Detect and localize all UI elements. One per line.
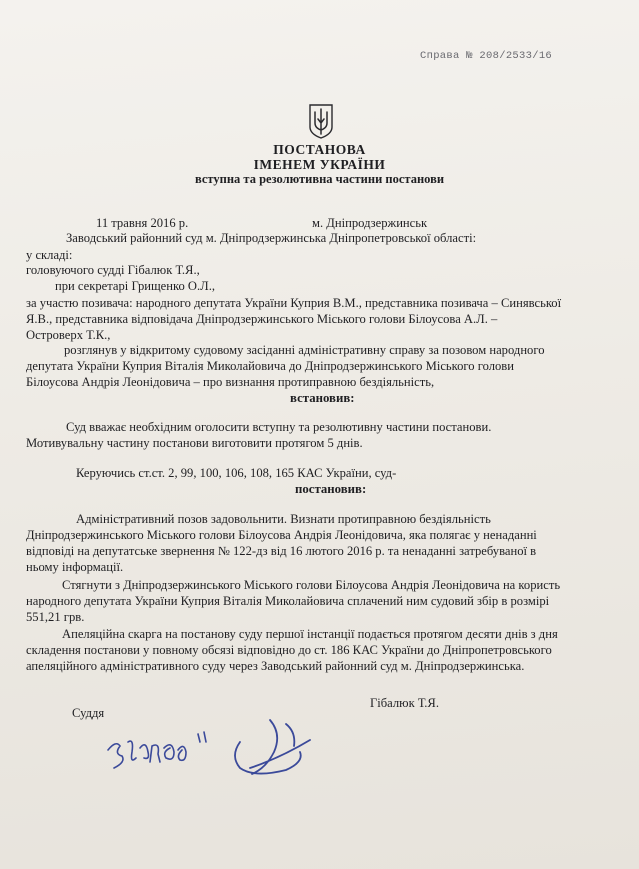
ruling-p1-line: відповіді на депутатське звернення № 122-дз від 16 лютого 2016 р. та ненаданні затребуваної в xyxy=(26,544,537,558)
established-line: Суд вважає необхідним оголосити вступну та резолютивну частини постанови. xyxy=(66,420,492,434)
ruling-p1-line: Дніпродзержинського Міського голови Білоусова Андрія Леонідовича, яка полягає у ненаданні xyxy=(26,528,537,542)
composition-label: у складі: xyxy=(26,248,73,262)
document-title: ПОСТАНОВА xyxy=(273,142,366,157)
considered-line: розглянув у відкритому судовому засіданні адміністративну справу за позовом народного xyxy=(64,343,545,357)
appeal-line: Апеляційна скарга на постанову суду першої інстанції подається протягом десяти днів з дня xyxy=(62,627,558,641)
document-subtitle: ІМЕНЕМ УКРАЇНИ xyxy=(253,157,386,172)
ruling-city: м. Дніпродзержинськ xyxy=(312,216,428,230)
appeal-line: складення постанови у повному обсязі відповідно до ст. 186 КАС України до Дніпропетровського xyxy=(26,643,552,657)
ruling-p2-line: народного депутата України Куприя Віталія Миколайовича сплачений ним судовий збір в розмірі xyxy=(26,594,550,608)
case-number: Справа № 208/2533/16 xyxy=(420,50,553,62)
considered-line: депутата України Куприя Віталія Миколайовича до Дніпродзержинського Міського голови xyxy=(26,359,514,373)
ruling-date: 11 травня 2016 р. xyxy=(96,216,189,230)
tryzub-coat-of-arms-icon xyxy=(308,103,334,139)
ruling-heading: постановив: xyxy=(295,482,367,496)
participation-line: Островерх Т.К., xyxy=(26,328,111,342)
established-heading: встановив: xyxy=(290,391,355,405)
participation-line: Я.В., представника відповідача Дніпродзержинського Міського голови Білоусова А.Л. – xyxy=(26,312,498,326)
document-part: вступна та резолютивна частини постанови xyxy=(194,172,445,186)
ruling-p1-line: ньому інформації. xyxy=(26,560,124,574)
guided-line: Керуючись ст.ст. 2, 99, 100, 106, 108, 165 КАС України, суд- xyxy=(76,466,397,480)
handwritten-signature xyxy=(90,712,340,792)
presiding-judge: головуючого судді Гібалюк Т.Я., xyxy=(26,263,200,277)
court-secretary: при секретарі Грищенко О.Л., xyxy=(55,279,216,293)
court-name: Заводський районний суд м. Дніпродзержинська Дніпропетровської області: xyxy=(66,231,477,245)
considered-line: Білоусова Андрія Леонідовича – про визнання протиправною бездіяльність, xyxy=(26,375,435,389)
judge-name: Гібалюк Т.Я. xyxy=(370,696,439,710)
established-line: Мотивувальну частину постанови виготовити протягом 5 днів. xyxy=(26,436,363,450)
ruling-p2-line: 551,21 грв. xyxy=(26,610,85,624)
judge-label: Суддя xyxy=(72,706,105,720)
ruling-p2-line: Стягнути з Дніпродзержинського Міського голови Білоусова Андрія Леонідовича на користь xyxy=(62,578,561,592)
participation-line: за участю позивача: народного депутата України Куприя В.М., представника позивача – Синявської xyxy=(26,296,562,310)
appeal-line: апеляційного адміністративного суду через Заводський районний суд м. Дніпродзержинська. xyxy=(26,659,525,673)
ruling-p1-line: Адміністративний позов задовольнити. Визнати протиправною бездіяльність xyxy=(76,512,491,526)
